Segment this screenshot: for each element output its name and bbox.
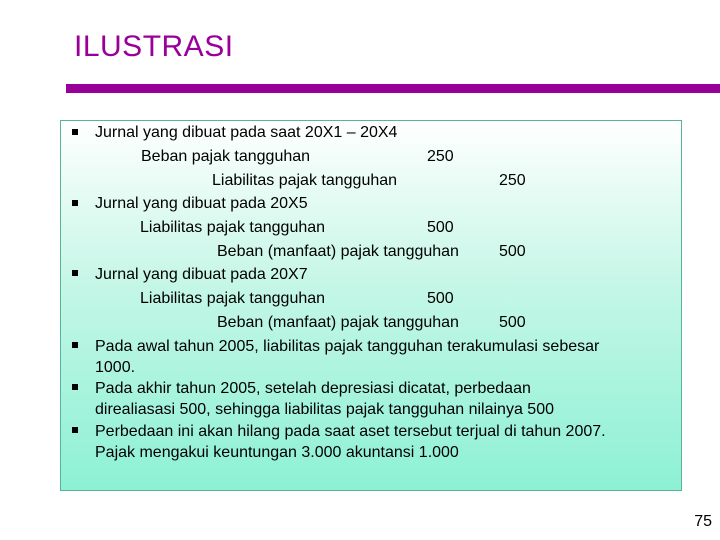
journal-heading-1: Jurnal yang dibuat pada saat 20X1 – 20X4 — [95, 124, 398, 141]
bullet-marker-2 — [71, 199, 79, 207]
journal-3-credit-account: Beban (manfaat) pajak tangguhan — [217, 314, 459, 331]
journal-1-debit-amount: 250 — [427, 148, 454, 165]
note-2-line-2: direaliasasi 500, sehingga liabilitas pajak tangguhan nilainya 500 — [95, 401, 554, 418]
journal-1-debit-account: Beban pajak tangguhan — [141, 148, 311, 165]
note-1-line-2: 1000. — [95, 359, 136, 376]
note-3-line-1: Perbedaan ini akan hilang pada saat aset tersebut terjual di tahun 2007. — [95, 423, 606, 440]
bullet-marker-4 — [71, 341, 79, 349]
bullet-marker-1 — [71, 128, 79, 136]
journal-3-debit-amount: 500 — [427, 290, 454, 307]
note-1-line-1: Pada awal tahun 2005, liabilitas pajak tangguhan terakumulasi sebesar — [95, 338, 600, 355]
journal-1-credit-account: Liabilitas pajak tangguhan — [212, 172, 398, 189]
journal-3-debit-account: Liabilitas pajak tangguhan — [140, 290, 326, 307]
bullet-marker-5 — [71, 383, 79, 391]
journal-2-credit-account: Beban (manfaat) pajak tangguhan — [217, 243, 459, 260]
journal-3-credit-amount: 500 — [499, 314, 526, 331]
journal-heading-2: Jurnal yang dibuat pada 20X5 — [95, 195, 308, 212]
note-3-line-2: Pajak mengakui keuntungan 3.000 akuntansi 1.000 — [95, 444, 459, 461]
bullet-marker-3 — [71, 269, 79, 277]
journal-heading-3: Jurnal yang dibuat pada 20X7 — [95, 266, 308, 283]
journal-2-debit-amount: 500 — [427, 219, 454, 236]
journal-2-credit-amount: 500 — [499, 243, 526, 260]
title-divider — [66, 84, 720, 93]
page-number: 75 — [694, 513, 712, 530]
slide-title: ILUSTRASI — [74, 30, 234, 63]
note-2-line-1: Pada akhir tahun 2005, setelah depresiasi dicatat, perbedaan — [95, 380, 531, 397]
bullet-marker-6 — [71, 426, 79, 434]
journal-1-credit-amount: 250 — [499, 172, 526, 189]
journal-2-debit-account: Liabilitas pajak tangguhan — [140, 219, 326, 236]
